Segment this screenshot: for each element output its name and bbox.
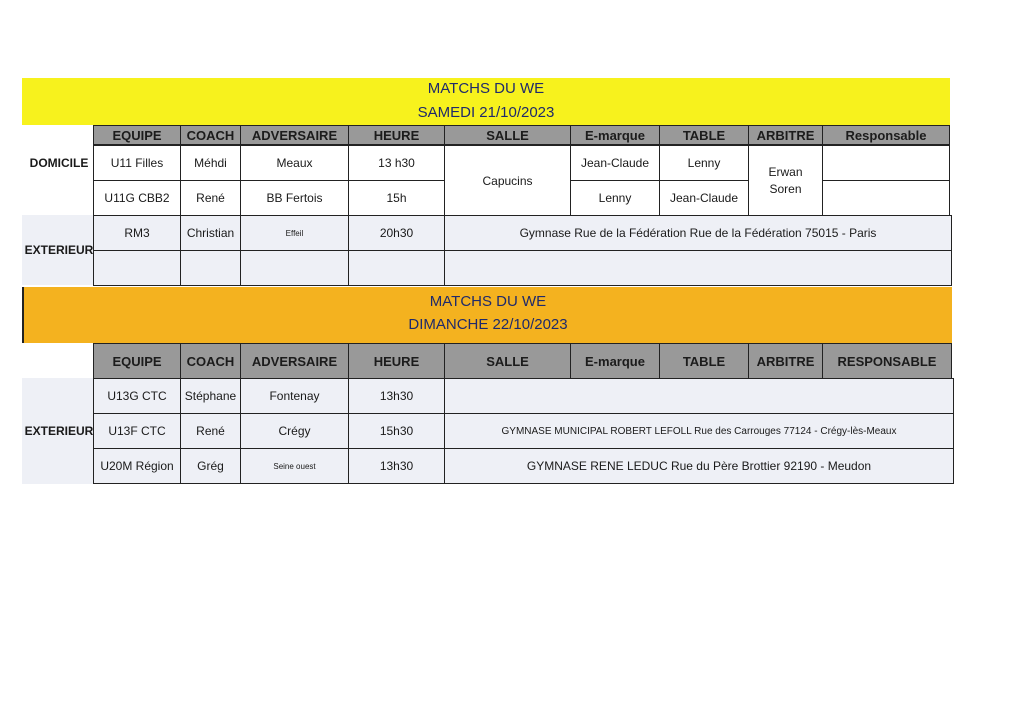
sat-home2-table: Jean-Claude: [659, 180, 749, 216]
sun-row1-adversaire: Fontenay: [240, 378, 349, 414]
sunday-banner: [22, 287, 952, 343]
sat-arbitre-cell: [748, 145, 823, 216]
sun-header-adversaire: ADVERSAIRE: [240, 343, 349, 379]
sun-header-arbitre: ARBITRE: [748, 343, 823, 379]
sat-arbitre-2: Soren: [769, 181, 802, 196]
sat-home2-adversaire: BB Fertois: [240, 180, 349, 216]
sat-empty-heure: [348, 250, 445, 286]
sun-row3-heure: 13h30: [348, 448, 445, 484]
sat-header-table: TABLE: [659, 125, 749, 145]
sat-away-equipe: RM3: [93, 215, 181, 251]
sun-header-salle: SALLE: [444, 343, 571, 379]
sat-home1-responsable: [822, 145, 950, 181]
sat-home1-table: Lenny: [659, 145, 749, 181]
sunday-title: MATCHS DU WE: [429, 293, 547, 310]
sun-header-responsable: RESPONSABLE: [822, 343, 952, 379]
sat-home2-heure: 15h: [348, 180, 445, 216]
sat-home2-responsable: [822, 180, 950, 216]
sat-header-emarque: E-marque: [570, 125, 660, 145]
sat-arbitre-1: Erwan: [768, 164, 803, 179]
sun-row2-adversaire: Crégy: [240, 413, 349, 449]
sun-row3-equipe: U20M Région: [93, 448, 181, 484]
sun-header-table: TABLE: [659, 343, 749, 379]
sat-home1-equipe: U11 Filles: [93, 145, 181, 181]
sat-home1-emarque: Jean-Claude: [570, 145, 660, 181]
sat-empty-adversaire: [240, 250, 349, 286]
sun-row3-adversaire: Seine ouest: [240, 448, 349, 484]
sat-header-adversaire: ADVERSAIRE: [240, 125, 349, 145]
sat-away-adversaire: Effeil: [240, 215, 349, 251]
sat-home1-heure: 13 h30: [348, 145, 445, 181]
sun-header-equipe: EQUIPE: [93, 343, 181, 379]
sun-row3-salle: GYMNASE RENE LEDUC Rue du Père Brottier 92190 - Meudon: [444, 448, 954, 484]
sun-row2-coach: René: [180, 413, 241, 449]
sat-home2-emarque: Lenny: [570, 180, 660, 216]
saturday-banner: [22, 78, 950, 125]
sat-away-salle: Gymnase Rue de la Fédération Rue de la Fédération 75015 - Paris: [444, 215, 952, 251]
sat-header-responsable: Responsable: [822, 125, 950, 145]
sun-row1-coach: Stéphane: [180, 378, 241, 414]
sun-header-heure: HEURE: [348, 343, 445, 379]
sat-home2-equipe: U11G CBB2: [93, 180, 181, 216]
sat-empty-salle: [444, 250, 952, 286]
sat-home1-adversaire: Meaux: [240, 145, 349, 181]
sat-away-coach: Christian: [180, 215, 241, 251]
sun-row1-heure: 13h30: [348, 378, 445, 414]
sat-header-coach: COACH: [180, 125, 241, 145]
sat-home1-coach: Méhdi: [180, 145, 241, 181]
sun-exterieur-label: EXTERIEUR: [24, 424, 94, 438]
sat-exterieur-label: EXTERIEUR: [24, 243, 94, 257]
sun-row1-salle: [444, 378, 954, 414]
sun-header-emarque: E-marque: [570, 343, 660, 379]
sun-header-coach: COACH: [180, 343, 241, 379]
sat-header-salle: SALLE: [444, 125, 571, 145]
sat-home2-coach: René: [180, 180, 241, 216]
sat-domicile-label: DOMICILE: [29, 156, 89, 170]
sat-header-equipe: EQUIPE: [93, 125, 181, 145]
sat-away-heure: 20h30: [348, 215, 445, 251]
saturday-date: SAMEDI 21/10/2023: [417, 104, 555, 121]
sat-header-heure: HEURE: [348, 125, 445, 145]
sun-row2-equipe: U13F CTC: [93, 413, 181, 449]
sun-row2-salle: GYMNASE MUNICIPAL ROBERT LEFOLL Rue des Carrouges 77124 - Crégy-lès-Meaux: [444, 413, 954, 449]
sun-row2-heure: 15h30: [348, 413, 445, 449]
sat-empty-equipe: [93, 250, 181, 286]
sat-home-salle: Capucins: [444, 145, 571, 216]
saturday-title: MATCHS DU WE: [427, 80, 545, 97]
sunday-date: DIMANCHE 22/10/2023: [408, 316, 568, 333]
sun-row3-coach: Grég: [180, 448, 241, 484]
sun-row1-equipe: U13G CTC: [93, 378, 181, 414]
sat-header-arbitre: ARBITRE: [748, 125, 823, 145]
sat-empty-coach: [180, 250, 241, 286]
